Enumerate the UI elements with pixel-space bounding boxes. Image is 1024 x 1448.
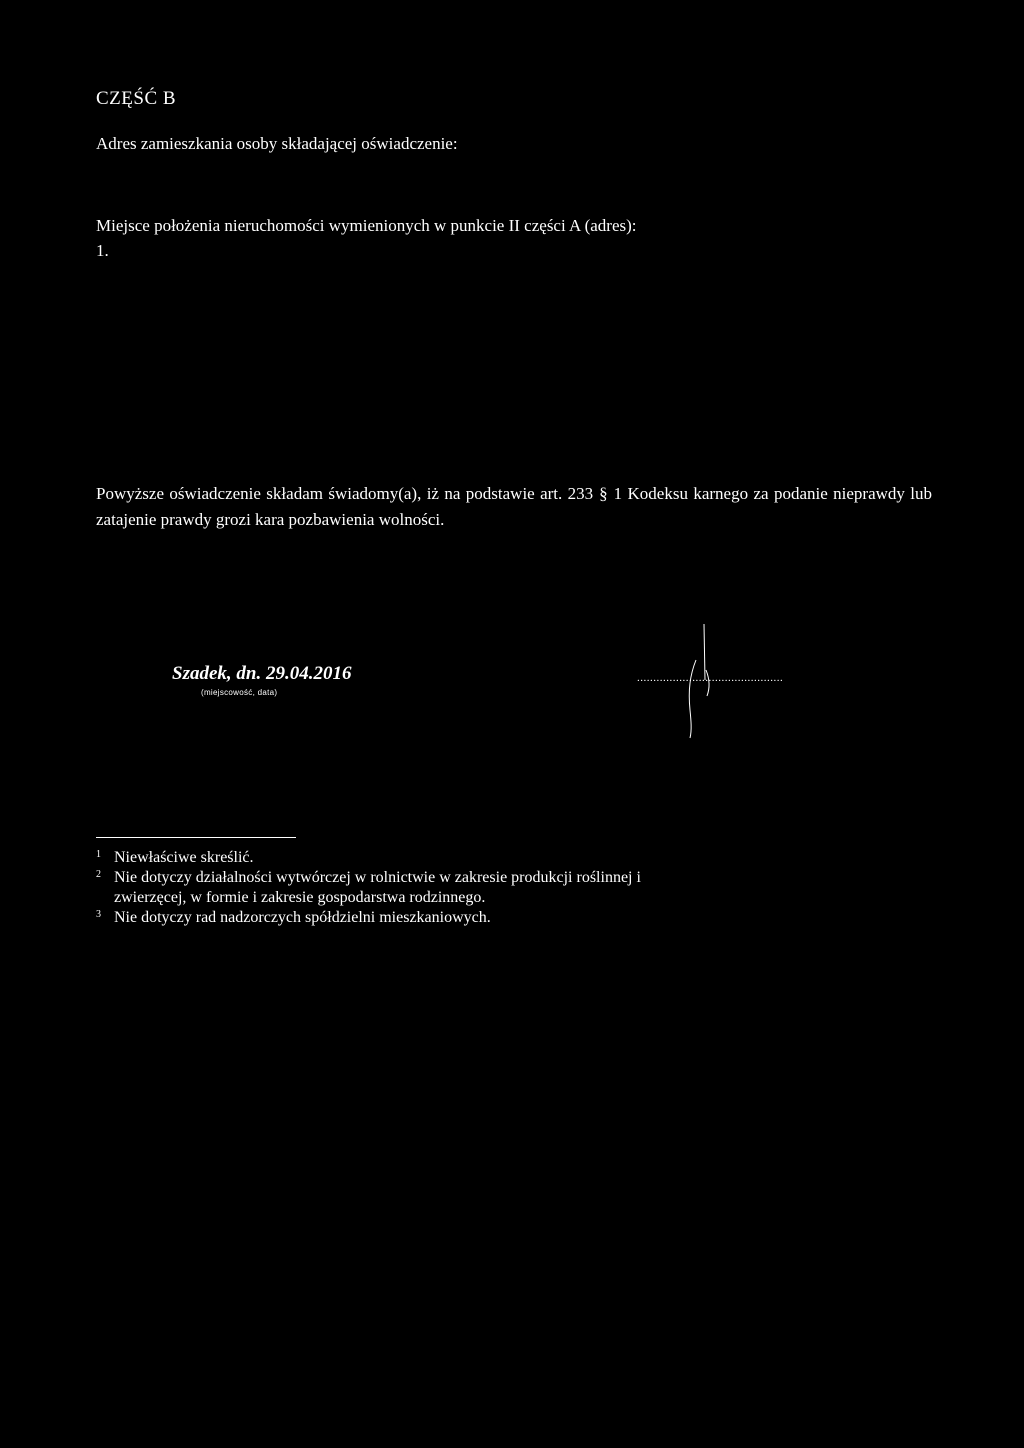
footnote-mark: 3 [96,909,101,920]
footnote-item [96,868,716,908]
property-location-label: Miejsce położenia nieruchomości wymienionych w punkcie II części A (adres): [96,216,637,235]
signature-line: ............................................. [637,672,784,684]
footnote-item [96,848,716,868]
declaration-part2: 1 Kodeksu karnego za podanie nieprawdy lub zatajenie prawdy grozi kara pozbawienia wolności. [96,484,932,529]
property-item-number: 1. [96,241,109,260]
declaration-paragraph [96,481,932,533]
place-date-value: Szadek, dn. 29.04.2016 [172,663,352,684]
footnote-text: Nie dotyczy działalności wytwórczej w rolnictwie w zakresie produkcji roślinnej i zwierzęcej, w formie i zakresie gospodarstwa rodzinnego. [114,869,641,906]
footnote-mark: 2 [96,869,101,880]
footnote-text: Niewłaściwe skreślić. [114,849,254,866]
footnote-item [96,908,716,928]
footnote-mark: 1 [96,849,101,860]
section-title: CZĘŚĆ B [96,88,177,109]
footnote-rule [96,837,296,838]
footnotes [96,848,716,928]
footnote-text: Nie dotyczy rad nadzorczych spółdzielni mieszkaniowych. [114,909,491,926]
declaration-part1: Powyższe oświadczenie składam świadomy(a), iż na podstawie art. 233 [96,484,594,503]
signature-mark [670,620,730,740]
section-sign: § [599,484,608,503]
place-date-caption: (miejscowość, data) [201,688,278,697]
address-label: Adres zamieszkania osoby składającej oświadczenie: [96,134,458,153]
